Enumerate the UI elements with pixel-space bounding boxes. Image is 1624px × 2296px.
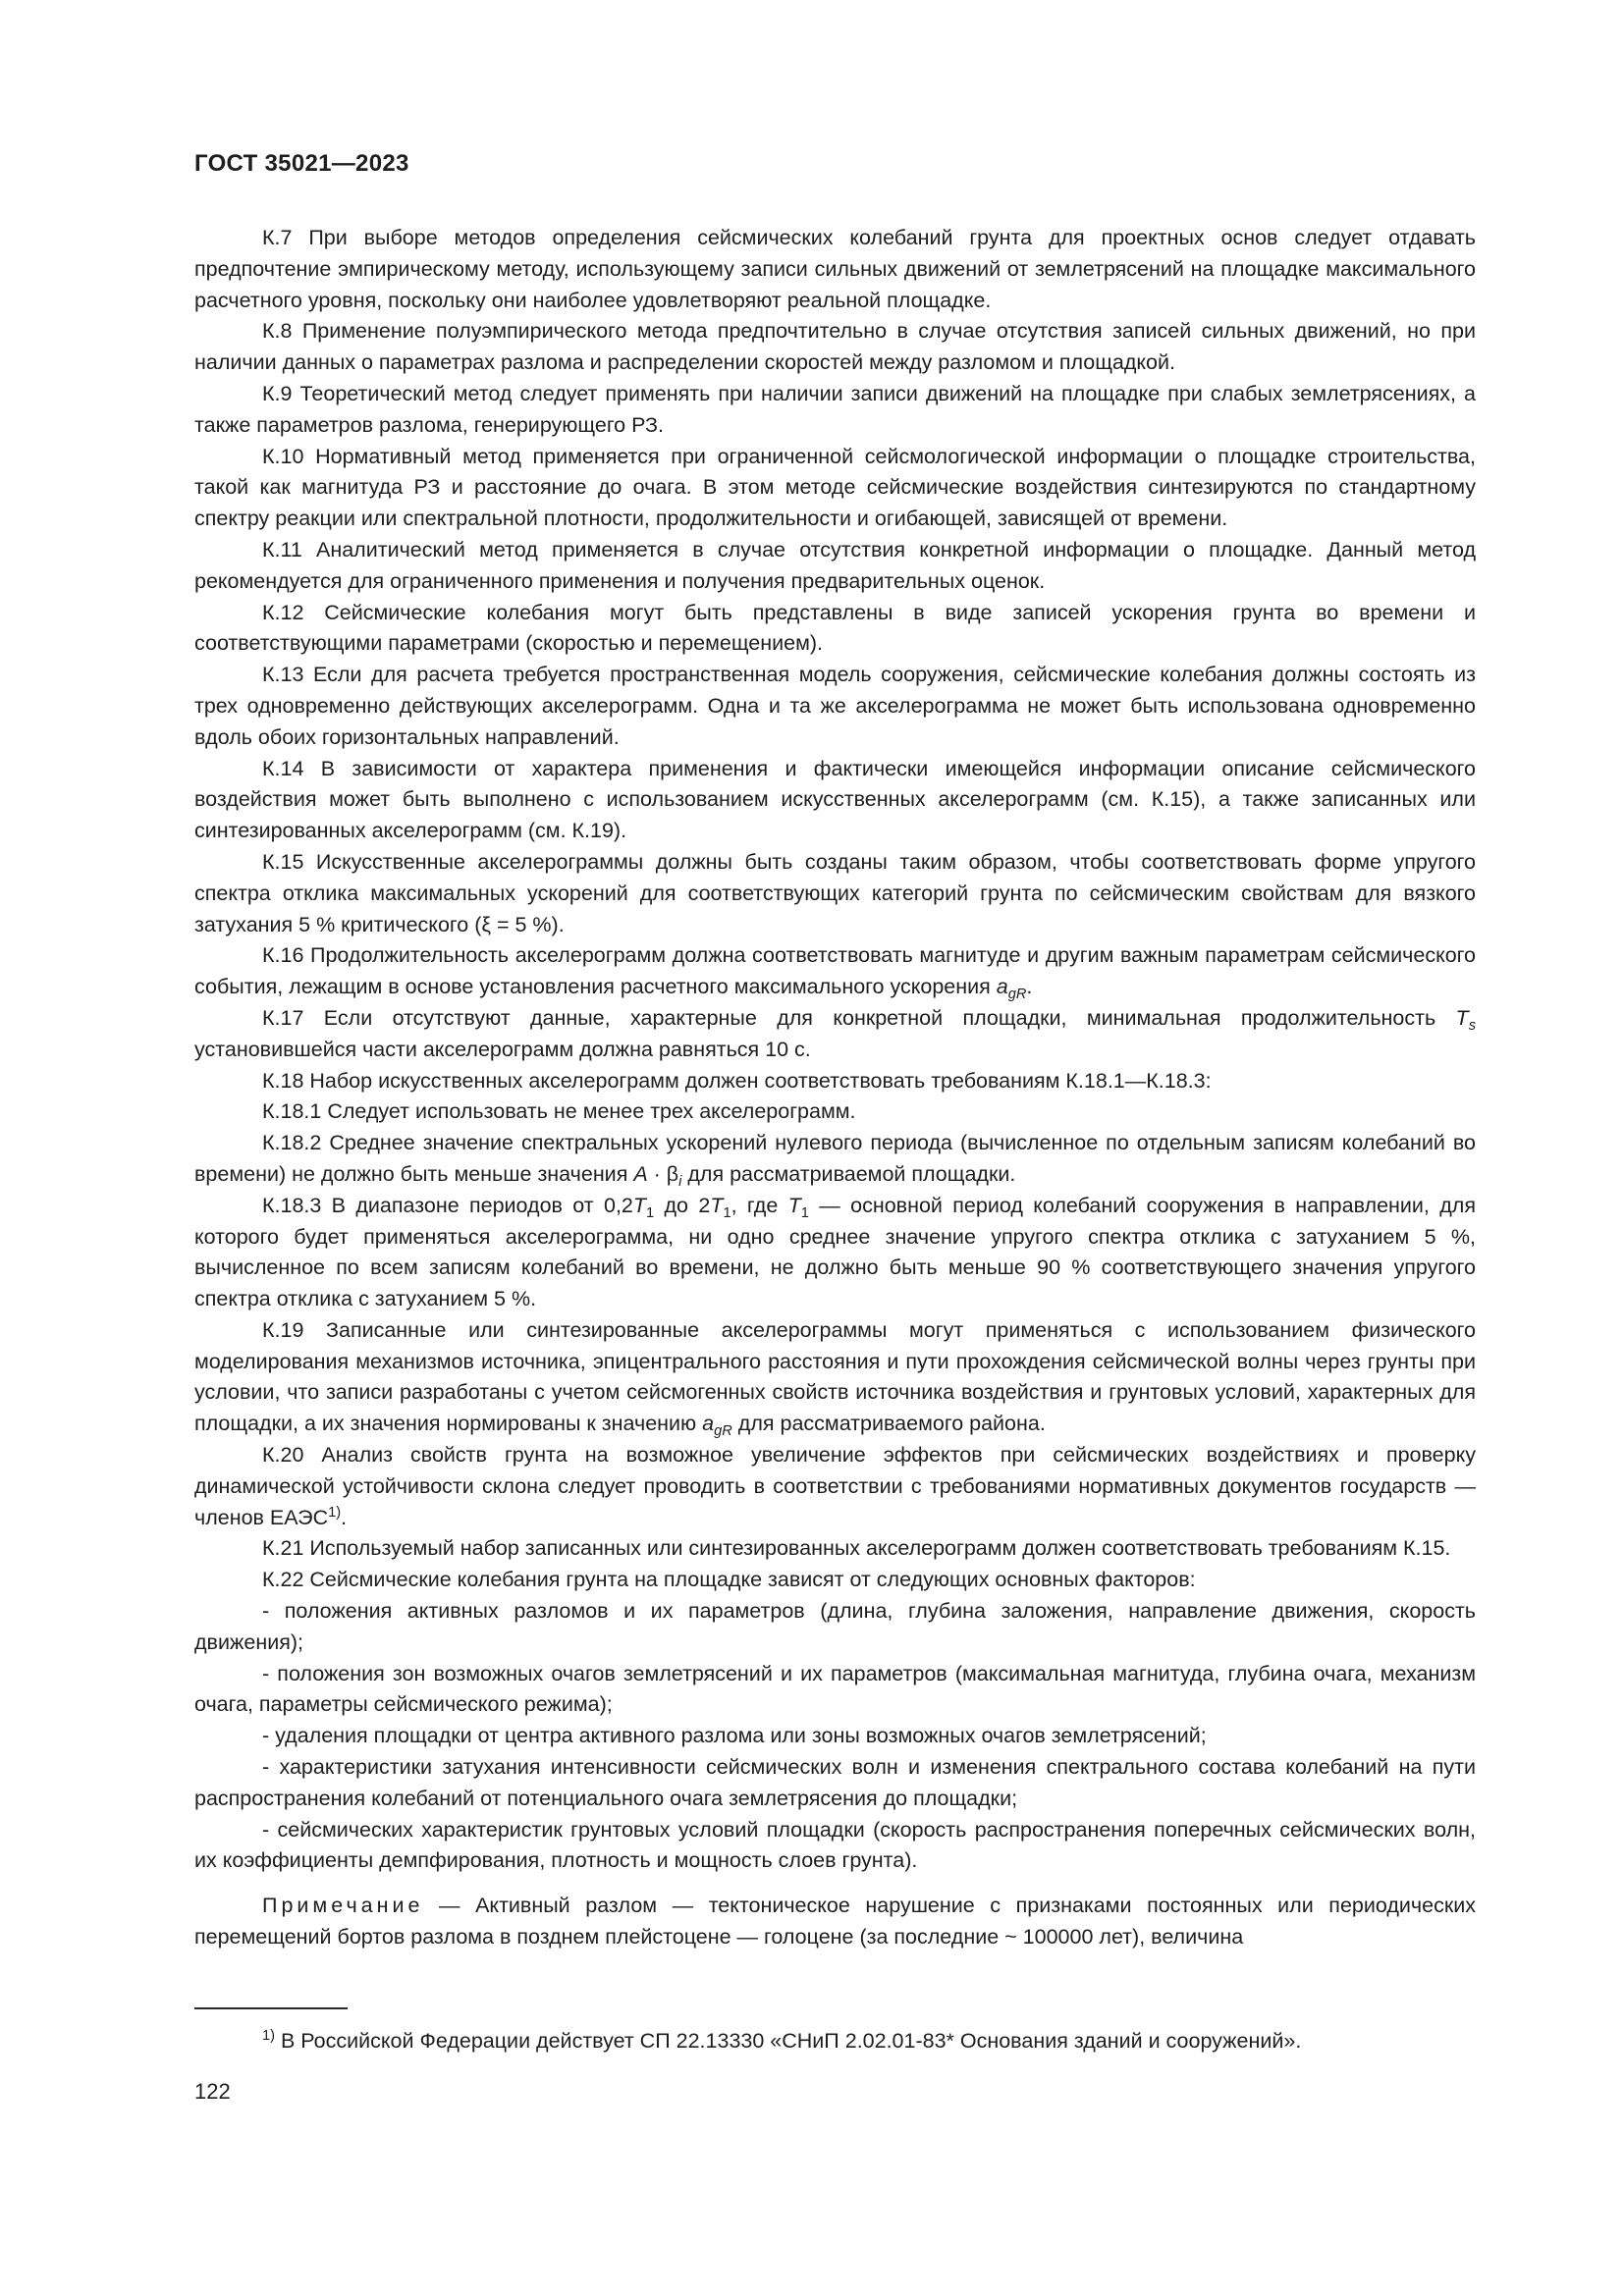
factor-item-5: - сейсмических характеристик грунтовых условий площадки (скорость распространения поперечных сейсмических волн, их коэффициенты демпфирования, плотность и мощность слоев грунта). [194,1817,1476,1873]
agr-subscript: gR [1007,987,1027,1003]
paragraph-k14: К.14 В зависимости от характера применения и фактически имеющейся информации описание сейсмического воздействия может быть выполнено с использованием искусственных акселерограмм (см. К.15), а также записанных или синтезированных акселерограмм (см. К.19). [194,756,1476,843]
note-paragraph [194,1891,1476,1953]
paragraph-k20-text: К.20 Анализ свойств грунта на возможное увеличение эффектов при сейсмических воздействиях и проверку динамической устойчивости склона следует проводить в соответствии с требованиями нормативных документов государств — членов ЕАЭС [194,1443,1476,1529]
factor-item-1: - положения активных разломов и их параметров (длина, глубина заложения, направление движения, скорость движения); [194,1599,1476,1654]
factor-item-4: - характеристики затухания интенсивности сейсмических волн и изменения спектрального состава колебаний на пути распространения колебаний от потенциального очага землетрясения до площадки; [194,1755,1476,1810]
paragraph-k20-end: . [341,1505,348,1529]
t1-variable-1: T [632,1193,647,1217]
paragraph-k16 [194,940,1476,1003]
footnote [262,2026,1301,2056]
footnote-reference[interactable]: 1) [328,1504,342,1521]
footnote-mark: 1) [262,2027,275,2044]
document-body [194,223,1476,1953]
note-text: — Активный разлом — тектоническое нарушение с признаками постоянных или периодических перемещений бортов разлома в позднем плейстоцене — голоцене (за последние ~ 100000 лет), величина [194,1894,1476,1949]
document-header: ГОСТ 35021—2023 [194,150,409,177]
paragraph-k18-3-part2: до 2 [654,1193,711,1217]
paragraph-k22: К.22 Сейсмические колебания грунта на площадке зависят от следующих основных факторов: [262,1568,1196,1592]
paragraph-k16-end: . [1026,975,1033,999]
agr-variable-2: a [702,1412,715,1436]
paragraph-k16-text: К.16 Продолжительность акселерограмм должна соответствовать магнитуде и другим важным параметрам сейсмического события, лежащим в основе установления расчетного максимального ускорения [194,943,1476,999]
note-label: Примечание [262,1894,424,1918]
factor-item-2: - положения зон возможных очагов землетрясений и их параметров (максимальная магнитуда, глубина очага, механизм очага, параметры сейсмического режима); [194,1661,1476,1717]
paragraph-k17-end: установившейся части акселерограмм должна равняться 10 с. [194,1037,811,1061]
paragraph-k13: К.13 Если для расчета требуется пространственная модель сооружения, сейсмические колебания должны состоять из трех одновременно действующих акселерограмм. Одна и та же акселерограмма не может быть использована одновременно вдоль обоих горизонтальных направлений. [194,663,1476,749]
factor-item-3: - удаления площадки от центра активного разлома или зоны возможных очагов землетрясений; [262,1724,1207,1748]
paragraph-k21: К.21 Используемый набор записанных или синтезированных акселерограмм должен соответствовать требованиям К.15. [262,1536,1451,1561]
beta-subscript: i [678,1174,682,1191]
paragraph-k18: К.18 Набор искусственных акселерограмм должен соответствовать требованиям К.18.1—К.18.3: [262,1068,1212,1093]
paragraph-k20 [194,1440,1476,1533]
paragraph-k7: К.7 При выборе методов определения сейсмических колебаний грунта для проектных основ следует отдавать предпочтение эмпирическому методу, использующему записи сильных движений от землетрясений на площадке максимального расчетного уровня, поскольку они наиболее удовлетворяют реальной площадке. [194,226,1476,312]
paragraph-k18-2-end: для рассматриваемой площадки. [681,1161,1016,1186]
paragraph-k12: К.12 Сейсмические колебания могут быть представлены в виде записей ускорения грунта во времени и соответствующими параметрами (скоростью и перемещением). [194,600,1476,656]
paragraph-k10: К.10 Нормативный метод применяется при ограниченной сейсмологической информации о площадке строительства, такой как магнитуда РЗ и расстояние до очага. В этом методе сейсмические воздействия синтезируются по стандартному спектру реакции или спектральной плотности, продолжительности и огибающей, зависящей от времени. [194,444,1476,531]
t1-subscript-1: 1 [646,1204,655,1221]
beta-symbol: · β [647,1161,679,1186]
paragraph-k18-3 [194,1191,1476,1315]
paragraph-k17-text: К.17 Если отсутствуют данные, характерные для конкретной площадки, минимальная продолжительность [262,1005,1456,1030]
paragraph-k18-2 [194,1128,1476,1191]
paragraph-k19-end: для рассматриваемого района. [731,1412,1046,1436]
a-variable: A [633,1161,648,1186]
paragraph-k15: К.15 Искусственные акселерограммы должны быть созданы таким образом, чтобы соответствовать форме упругого спектра отклика максимальных ускорений для соответствующих категорий грунта по сейсмическим свойствам для вязкого затухания 5 % критического (ξ = 5 %). [194,849,1476,936]
paragraph-k18-3-part1: К.18.3 В диапазоне периодов от 0,2 [262,1193,633,1217]
footnote-text: В Российской Федерации действует СП 22.13330 «СНиП 2.02.01-83* Основания зданий и сооружений». [275,2029,1302,2053]
paragraph-k18-1: К.18.1 Следует использовать не менее трех акселерограмм. [262,1099,856,1124]
paragraph-k9: К.9 Теоретический метод следует применять при наличии записи движений на площадке при слабых землетрясениях, а также параметров разлома, генерирующего РЗ. [194,381,1476,437]
paragraph-k18-2-text: К.18.2 Среднее значение спектральных ускорений нулевого периода (вычисленное по отдельным записям колебаний во времени) не должно быть меньше значения [194,1131,1476,1186]
paragraph-k17 [194,1003,1476,1066]
t1-variable-2: T [710,1193,724,1217]
paragraph-k19-text: К.19 Записанные или синтезированные акселерограммы могут применяться с использованием физического моделирования механизмов источника, эпицентрального расстояния и пути прохождения сейсмической волны через грунты при условии, что записи разработаны с учетом сейсмогенных свойств источника воздействия и грунтовых условий, характерных для площадки, а их значения нормированы к значению [194,1317,1476,1436]
t1-subscript-2: 1 [723,1204,731,1221]
footnote-divider [194,2007,348,2009]
paragraph-k18-3-part3: , где [731,1193,788,1217]
paragraph-k11: К.11 Аналитический метод применяется в случае отсутствия конкретной информации о площадке. Данный метод рекомендуется для ограниченного применения и получения предварительных оценок. [194,537,1476,593]
ts-variable: T [1455,1005,1469,1030]
t1-subscript-3: 1 [800,1204,809,1221]
page-number: 122 [194,2079,231,2104]
paragraph-k8: К.8 Применение полуэмпирического метода предпочтительно в случае отсутствия записей сильных движений, но при наличии данных о параметрах разлома и распределении скоростей между разломом и площадкой. [194,319,1476,375]
ts-subscript: s [1468,1018,1476,1035]
t1-variable-3: T [787,1193,801,1217]
paragraph-k19 [194,1315,1476,1440]
paragraph-k18-3-part4: — основной период колебаний сооружения в направлении, для которого будет применяться акселерограмма, ни одно среднее значение упругого спектра отклика с затуханием 5 %, вычисленное по всем записям колебаний во времени, не должно быть меньше 90 % соответствующего значения упругого спектра отклика с затуханием 5 %. [194,1193,1476,1311]
agr-variable: a [996,975,1008,999]
agr-subscript-2: gR [714,1423,732,1440]
